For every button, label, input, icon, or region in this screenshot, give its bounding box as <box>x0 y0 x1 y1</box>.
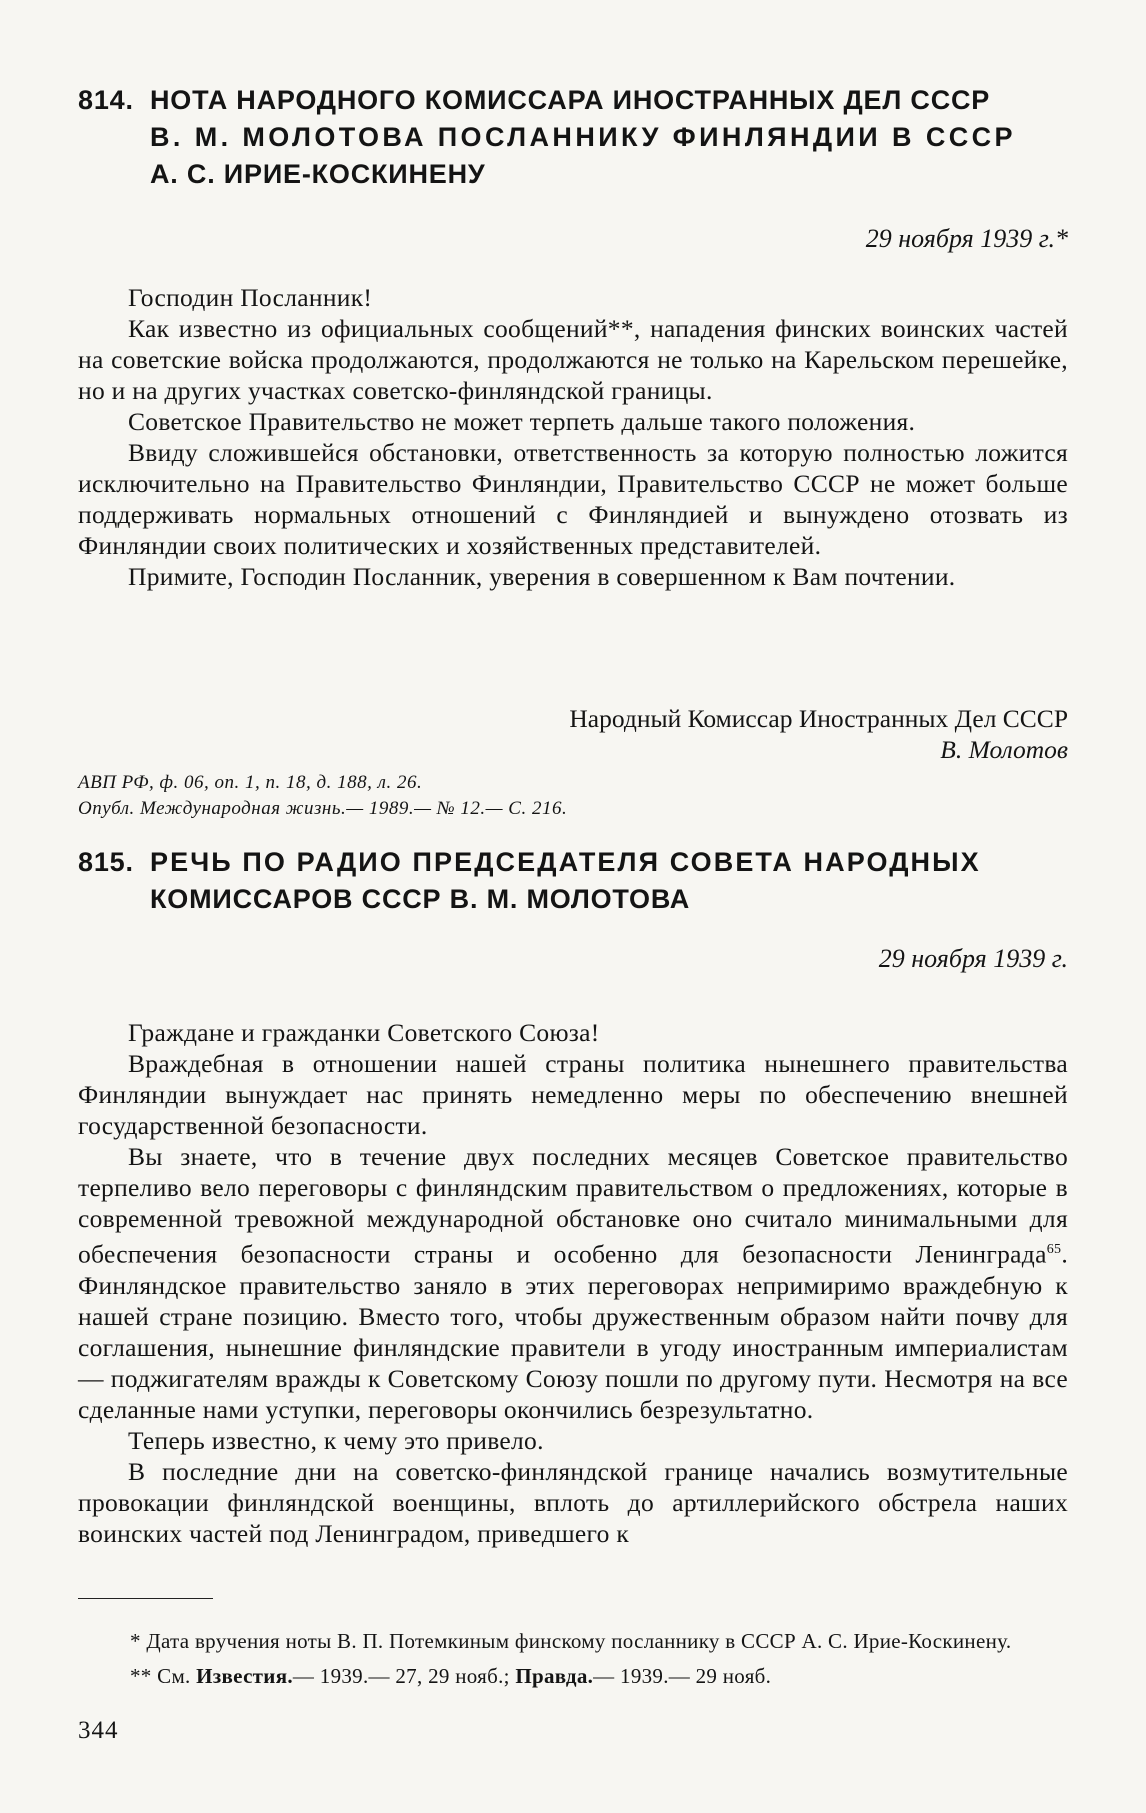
doc815-salutation: Граждане и гражданки Советского Союза! <box>128 1018 600 1047</box>
doc814-heading <box>78 82 1068 193</box>
archive-source: АВП РФ, ф. 06, оп. 1, п. 18, д. 188, л. 26. <box>78 772 423 793</box>
doc814-date: 29 ноября 1939 г.* <box>865 224 1068 253</box>
publication-source: Опубл. Международная жизнь.— 1989.— № 12.— С. 216. <box>78 798 568 819</box>
doc815-number: 815. <box>78 847 134 877</box>
endnote-ref: 65 <box>1046 1242 1062 1257</box>
doc815-title: 815. РЕЧЬ ПО РАДИО ПРЕДСЕДАТЕЛЯ СОВЕТА НАРОДНЫХ КОМИССАРОВ СССР В. М. МОЛОТОВА <box>78 844 1068 918</box>
paragraph: Как известно из официальных сообщений**, нападения финских воинских частей на советские войска продолжаются, продолжаются не только на Карельском перешейке, но и на других участках советско-финляндской границы. <box>78 314 1068 405</box>
paragraph: Советское Правительство не может терпеть дальше такого положения. <box>128 407 916 436</box>
footnote-1: * Дата вручения ноты В. П. Потемкиным финскому посланнику в СССР А. С. Ирие-Коскинену. <box>130 1629 1012 1653</box>
doc815-date: 29 ноября 1939 г. <box>878 944 1068 973</box>
signatory-name: В. Молотов <box>940 735 1068 764</box>
paragraph: Враждебная в отношении нашей страны политика нынешнего правительства Финляндии вынуждает нас принять немедленно меры по обеспечению внешней государственной безопасности. <box>78 1049 1068 1140</box>
paragraph: В последние дни на советско-финляндской границе начались возмутительные провокации финляндской военщины, вплоть до артиллерийского обстрела наших воинских частей под Ленинградом, приведшего к <box>78 1456 1068 1548</box>
page-number: 344 <box>78 1717 119 1744</box>
doc814-sources <box>78 770 1068 822</box>
footnote-2: ** См. Известия.— 1939.— 27, 29 нояб.; Правда.— 1939.— 29 нояб. <box>130 1664 772 1688</box>
paragraph: Примите, Господин Посланник, уверения в совершенном к Вам почтении. <box>128 562 956 591</box>
footnote-divider <box>78 1598 213 1599</box>
doc814-title: 814. НОТА НАРОДНОГО КОМИССАРА ИНОСТРАННЫХ ДЕЛ СССР В. М. МОЛОТОВА ПОСЛАННИКУ ФИНЛЯНДИИ В СССР А. С. ИРИЕ-КОСКИНЕНУ <box>78 82 1068 193</box>
doc814-body <box>78 282 1068 592</box>
paragraph: Ввиду сложившейся обстановки, ответственность за которую полностью ложится исключительно на Правительство Финляндии, Правительство СССР не может больше поддерживать нормальных отношений с Финляндией и вынуждено отозвать из Финляндии своих политических и хозяйственных представителей. <box>78 438 1068 560</box>
doc814-number: 814. <box>78 85 134 115</box>
doc815-heading <box>78 844 1068 918</box>
footnotes <box>78 1628 1068 1690</box>
doc815-body <box>78 1017 1068 1549</box>
doc814-salutation: Господин Посланник! <box>128 283 373 312</box>
paragraph: Теперь известно, к чему это привело. <box>128 1425 544 1455</box>
paragraph: Вы знаете, что в течение двух последних месяцев Советское правительство терпеливо вело переговоры с финляндским правительством о предложениях, которые в современной тревожной международной обстановке оно считало минимальными для обеспечения безопасности страны и особенно для безопасности Ленинграда$^{65}$. Финляндское правительство заняло в этих переговорах непримиримо враждебную к нашей стране позицию. Вместо того, чтобы дружественным образом найти почву для соглашения, нынешние финляндские правители в угоду иностранным империалистам — поджигателям вражды к Советскому Союзу пошли по другому пути. Несмотря на все сделанные нами уступки, переговоры окончились безрезультатно. <box>78 1142 1068 1424</box>
doc814-signature <box>78 703 1068 765</box>
signatory-title: Народный Комиссар Иностранных Дел СССР <box>569 704 1068 733</box>
